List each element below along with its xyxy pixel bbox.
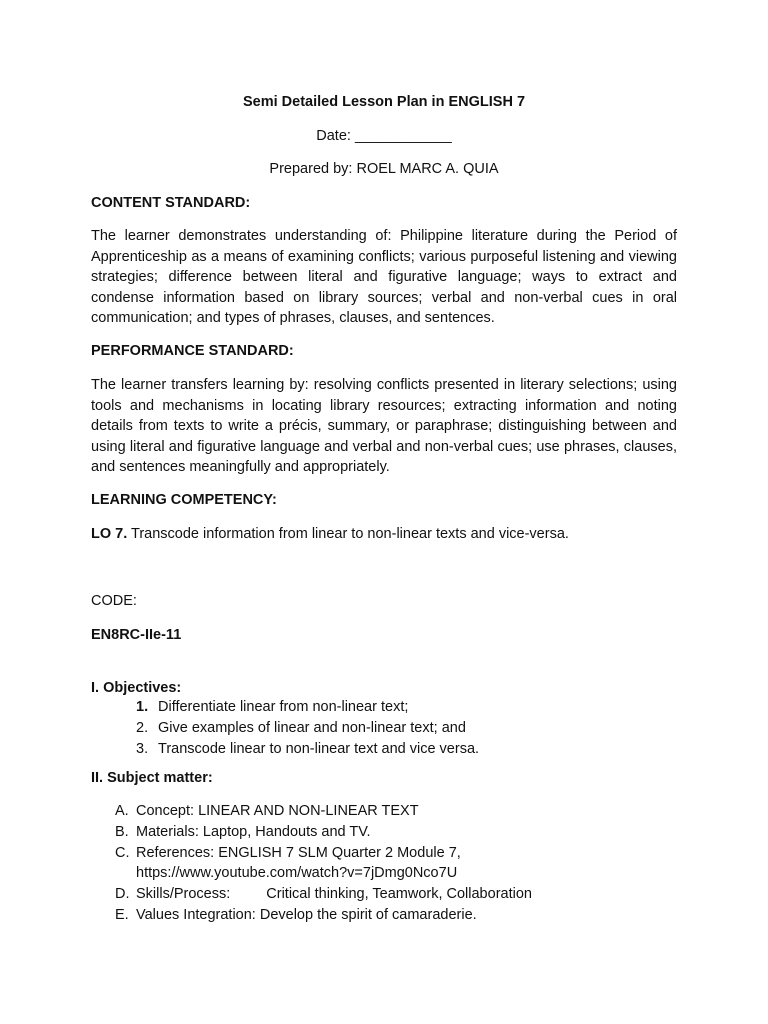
list-item-text xyxy=(91,884,691,905)
list-item-text: Materials: Laptop, Handouts and TV. xyxy=(136,823,371,840)
list-item xyxy=(91,739,691,760)
list-marker: 1. xyxy=(136,699,149,715)
objectives-list xyxy=(91,697,691,759)
list-item-text: Give examples of linear and non-linear text; and xyxy=(158,719,466,736)
objectives-heading: I. Objectives: xyxy=(91,680,182,696)
list-item xyxy=(91,822,691,843)
lo-text: Transcode information from linear to non-linear texts and vice-versa. xyxy=(127,526,569,542)
list-item xyxy=(91,843,691,885)
code-label: CODE: xyxy=(91,593,137,609)
list-marker: 2. xyxy=(136,719,149,736)
list-item-text: Values Integration: Develop the spirit of camaraderie. xyxy=(136,906,477,923)
list-item xyxy=(91,905,691,926)
performance-standard-body: The learner transfers learning by: resolving conflicts presented in literary selections; using tools and mechanisms in locating library resources; extracting information and noting details from texts to write a précis, summary, or paraphrase; distinguishing between and using literal and figurative language and verbal and non-verbal cues; use phrases, clauses, and sentences meaningfully and appropriately. xyxy=(91,377,677,476)
list-item-text: Differentiate linear from non-linear text; xyxy=(158,699,409,715)
list-marker: C. xyxy=(115,844,130,861)
list-item-text: Concept: LINEAR AND NON-LINEAR TEXT xyxy=(136,803,419,819)
subject-matter-heading: II. Subject matter: xyxy=(91,770,213,786)
code-value: EN8RC-IIe-11 xyxy=(91,627,182,643)
reference-url: https://www.youtube.com/watch?v=7jDmg0Nco7U xyxy=(136,865,458,882)
list-item xyxy=(91,718,691,739)
list-marker: 3. xyxy=(136,740,149,757)
date-line: Date: ____________ xyxy=(316,128,452,144)
learning-competency-heading: LEARNING COMPETENCY: xyxy=(91,492,277,508)
list-marker: E. xyxy=(115,906,129,923)
lo-label: LO 7. xyxy=(91,526,128,542)
list-item xyxy=(91,697,691,718)
learning-objective-line xyxy=(91,524,677,545)
content-standard-heading: CONTENT STANDARD: xyxy=(91,195,251,211)
subject-matter-list xyxy=(91,801,691,926)
list-item-text: References: ENGLISH 7 SLM Quarter 2 Module 7, xyxy=(136,844,461,861)
list-item xyxy=(91,884,691,905)
list-item-text: Transcode linear to non-linear text and vice versa. xyxy=(158,740,480,757)
list-item xyxy=(91,801,691,822)
list-marker: D. xyxy=(115,886,130,903)
skills-value: Critical thinking, Teamwork, Collaboration xyxy=(266,886,532,903)
prepared-by-line: Prepared by: ROEL MARC A. QUIA xyxy=(269,161,499,177)
skills-label: Skills/Process: xyxy=(136,886,231,903)
performance-standard-heading: PERFORMANCE STANDARD: xyxy=(91,343,294,359)
document-title: Semi Detailed Lesson Plan in ENGLISH 7 xyxy=(242,94,526,110)
list-marker: B. xyxy=(115,823,129,840)
content-standard-body: The learner demonstrates understanding of: Philippine literature during the Period of Apprenticeship as a means of examining conflicts; various purposeful listening and viewing strategies; difference between literal and figurative language; ways to extract and condense information based on library sources; verbal and non-verbal cues in oral communication; and types of phrases, clauses, and sentences. xyxy=(91,228,677,327)
list-marker: A. xyxy=(115,803,129,819)
